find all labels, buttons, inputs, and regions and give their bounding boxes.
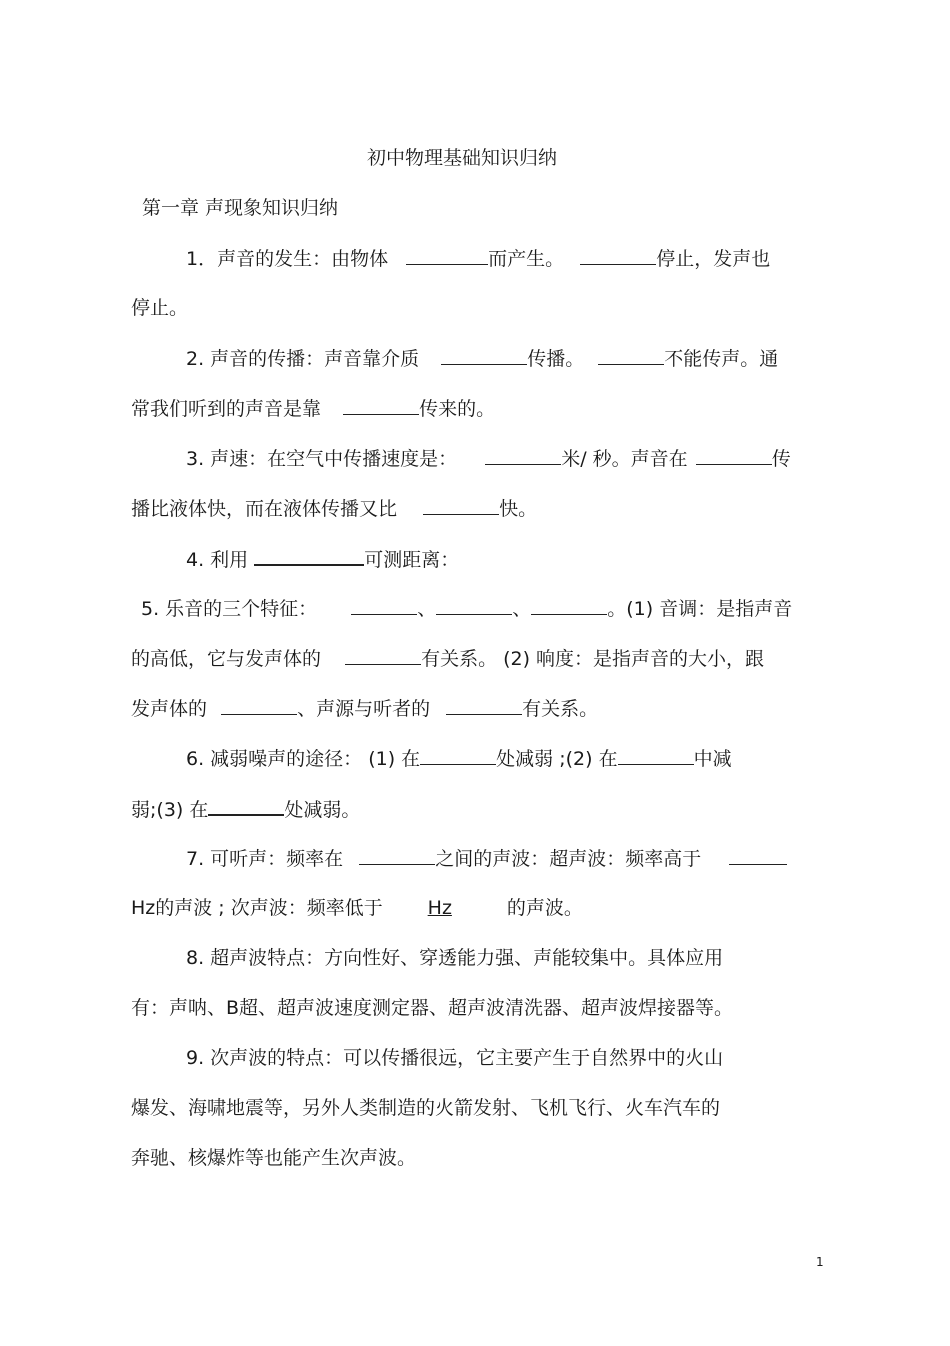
item-1-text-b: 而产生。 xyxy=(488,248,565,270)
item-2-blank-3 xyxy=(343,396,419,415)
item-1-line-2: 停止。 xyxy=(131,297,189,319)
item-2-text-a: 2. 声音的传播：声音靠介质 xyxy=(186,348,420,370)
item-6-text-d: 弱;(3) 在 xyxy=(131,799,209,821)
item-5-sep-2: 、 xyxy=(512,598,532,620)
item-5-line-1 xyxy=(141,596,792,621)
item-8-line-1: 8. 超声波特点：方向性好、穿透能力强、声能较集中。具体应用 xyxy=(186,947,724,969)
item-2-line-1 xyxy=(186,346,778,371)
item-9-line-2: 爆发、海啸地震等，另外人类制造的火箭发射、飞机飞行、火车汽车的 xyxy=(131,1097,721,1119)
item-7-text-a: 7. 可听声：频率在 xyxy=(186,848,344,870)
item-4-text-a: 4. 利用 xyxy=(186,549,249,571)
item-5-text-g: 有关系。 xyxy=(522,698,599,720)
item-6-line-1 xyxy=(186,746,732,771)
item-4-line-1 xyxy=(186,546,459,572)
item-5-line-3 xyxy=(131,696,598,721)
item-6-text-c: 中减 xyxy=(693,748,732,770)
item-5-text-f: 、声源与听者的 xyxy=(297,698,431,720)
item-2-blank-2 xyxy=(598,346,664,365)
item-6-text-b: 处减弱 ;(2) 在 xyxy=(496,748,618,770)
item-4-text-b: 可测距离： xyxy=(364,549,460,571)
item-7-text-d: 的声波。 xyxy=(506,897,583,919)
item-3-text-c: 传 xyxy=(771,448,791,470)
item-5-text-d: 有关系。 (2) 响度：是指声音的大小，跟 xyxy=(421,648,765,670)
item-3-text-e: 快。 xyxy=(499,498,538,520)
item-5-blank-3 xyxy=(531,596,607,615)
item-6-line-2 xyxy=(131,796,360,822)
item-7-text-b: 之间的声波：超声波：频率高于 xyxy=(435,848,702,870)
item-8-line-2: 有：声呐、B超、超声波速度测定器、超声波清洗器、超声波焊接器等。 xyxy=(131,997,734,1019)
item-5-text-b: 。(1) 音调：是指声音 xyxy=(607,598,793,620)
item-7-blank-1 xyxy=(359,846,435,865)
item-3-text-a: 3. 声速：在空气中传播速度是： xyxy=(186,448,458,470)
page-number: 1 xyxy=(816,1255,824,1269)
item-2-text-c: 不能传声。通 xyxy=(664,348,779,370)
item-3-text-b: 米/ 秒。声音在 xyxy=(561,448,688,470)
item-2-text-d: 常我们听到的声音是靠 xyxy=(131,398,322,420)
item-1-text-c: 停止，发声也 xyxy=(656,248,771,270)
item-5-text-a: 5. 乐音的三个特征： xyxy=(141,598,318,620)
item-3-blank-3 xyxy=(423,496,499,515)
item-6-blank-1 xyxy=(420,746,496,765)
item-7-line-2 xyxy=(131,896,583,920)
item-5-line-2 xyxy=(131,646,764,671)
item-7-line-1 xyxy=(186,846,787,871)
item-2-text-b: 传播。 xyxy=(527,348,585,370)
item-1-blank-1 xyxy=(406,246,488,265)
item-7-blank-2 xyxy=(729,846,787,865)
item-3-blank-2 xyxy=(696,446,772,465)
item-9-line-1: 9. 次声波的特点：可以传播很远，它主要产生于自然界中的火山 xyxy=(186,1047,724,1069)
item-1-line-1 xyxy=(186,246,770,271)
item-3-line-2 xyxy=(131,496,537,521)
item-5-blank-6 xyxy=(446,696,522,715)
item-2-text-e: 传来的。 xyxy=(419,398,496,420)
item-1-text-a: 1．声音的发生：由物体 xyxy=(186,248,389,270)
item-1-blank-2 xyxy=(580,246,656,265)
item-3-text-d: 播比液体快，而在液体传播又比 xyxy=(131,498,398,520)
item-6-blank-2 xyxy=(618,746,694,765)
item-5-text-e: 发声体的 xyxy=(131,698,208,720)
item-6-text-e: 处减弱。 xyxy=(284,799,361,821)
item-5-text-c: 的高低，它与发声体的 xyxy=(131,648,322,670)
page-title: 初中物理基础知识归纳 xyxy=(367,147,558,169)
item-6-text-a: 6. 减弱噪声的途径： (1) 在 xyxy=(186,748,421,770)
item-5-blank-1 xyxy=(351,596,417,615)
item-3-blank-1 xyxy=(485,446,561,465)
item-2-line-2 xyxy=(131,396,495,421)
item-5-blank-2 xyxy=(436,596,512,615)
item-7-hz-blank: Hz xyxy=(427,897,452,919)
item-5-sep-1: 、 xyxy=(417,598,437,620)
item-6-blank-3 xyxy=(208,796,284,816)
item-9-line-3: 奔驰、核爆炸等也能产生次声波。 xyxy=(131,1147,417,1169)
item-5-blank-4 xyxy=(345,646,421,665)
item-2-blank-1 xyxy=(441,346,527,365)
chapter-heading: 第一章 声现象知识归纳 xyxy=(142,197,339,219)
item-4-blank-1 xyxy=(254,546,364,566)
item-5-blank-5 xyxy=(221,696,297,715)
item-7-text-c: Hz的声波 ; 次声波：频率低于 xyxy=(131,897,383,919)
item-3-line-1 xyxy=(186,446,791,471)
